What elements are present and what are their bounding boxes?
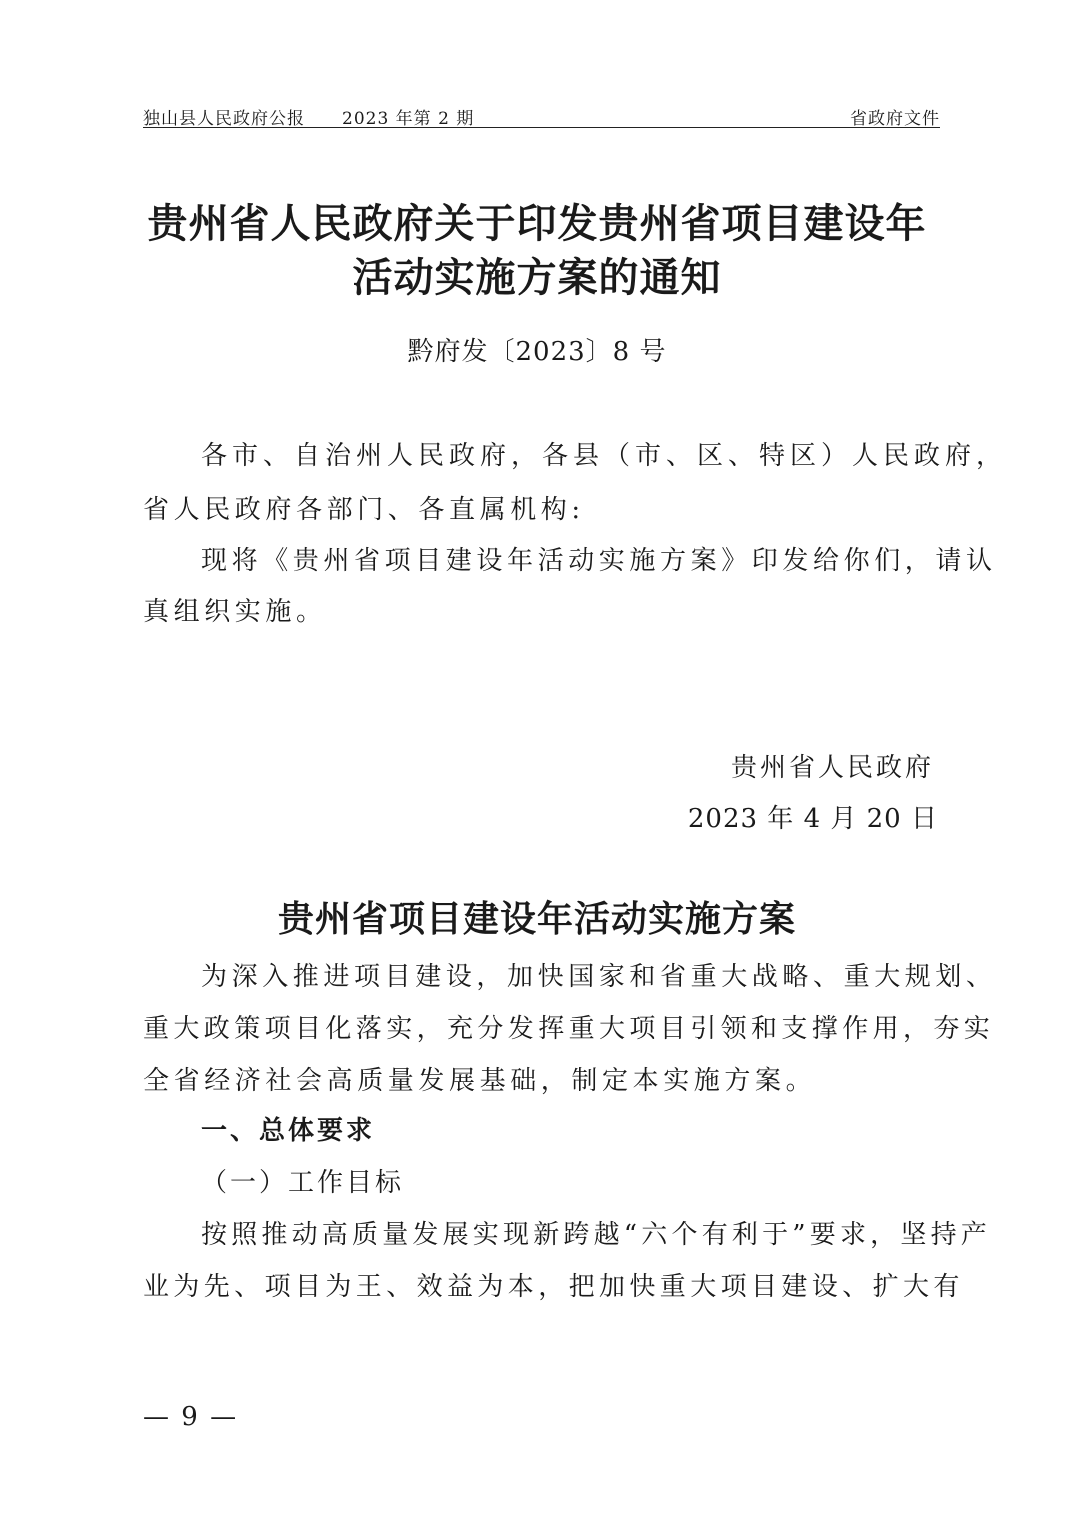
notice-body-line1: 现将《贵州省项目建设年活动实施方案》印发给你们，请认 <box>201 546 997 576</box>
recipients-line2: 省人民政府各部门、各直属机构: <box>143 495 585 525</box>
recipients-line1: 各市、自治州人民政府，各县（市、区、特区）人民政府， <box>201 441 1008 471</box>
notice-title-line2: 活动实施方案的通知 <box>352 254 722 301</box>
notice-body-line2: 真组织实施。 <box>143 597 327 627</box>
section1-heading: 一、总体要求 <box>201 1116 376 1146</box>
para1-line1: 按照推动高质量发展实现新跨越“六个有利于”要求，坚持产 <box>201 1220 991 1250</box>
plan-intro-line2: 重大政策项目化落实，充分发挥重大项目引领和支撑作用，夯实 <box>143 1014 995 1044</box>
header-publication: 独山县人民政府公报 <box>143 109 305 129</box>
subsection1-heading: （一）工作目标 <box>201 1168 405 1198</box>
issuer-signature: 贵州省人民政府 <box>730 753 934 783</box>
plan-title: 贵州省项目建设年活动实施方案 <box>277 898 796 940</box>
header-issue: 2023 年第 2 期 <box>342 109 475 129</box>
header-category: 省政府文件 <box>850 109 940 129</box>
doc-number: 黔府发〔2023〕8 号 <box>407 337 667 367</box>
issue-date: 2023 年 4 月 20 日 <box>687 804 938 834</box>
notice-title-line1: 贵州省人民政府关于印发贵州省项目建设年 <box>147 200 927 247</box>
header-rule <box>143 127 940 128</box>
para1-line2: 业为先、项目为王、效益为本，把加快重大项目建设、扩大有 <box>143 1272 964 1302</box>
plan-intro-line1: 为深入推进项目建设，加快国家和省重大战略、重大规划、 <box>201 962 997 992</box>
page-number: — 9 — <box>143 1402 239 1432</box>
plan-intro-line3: 全省经济社会高质量发展基础，制定本实施方案。 <box>143 1066 817 1096</box>
